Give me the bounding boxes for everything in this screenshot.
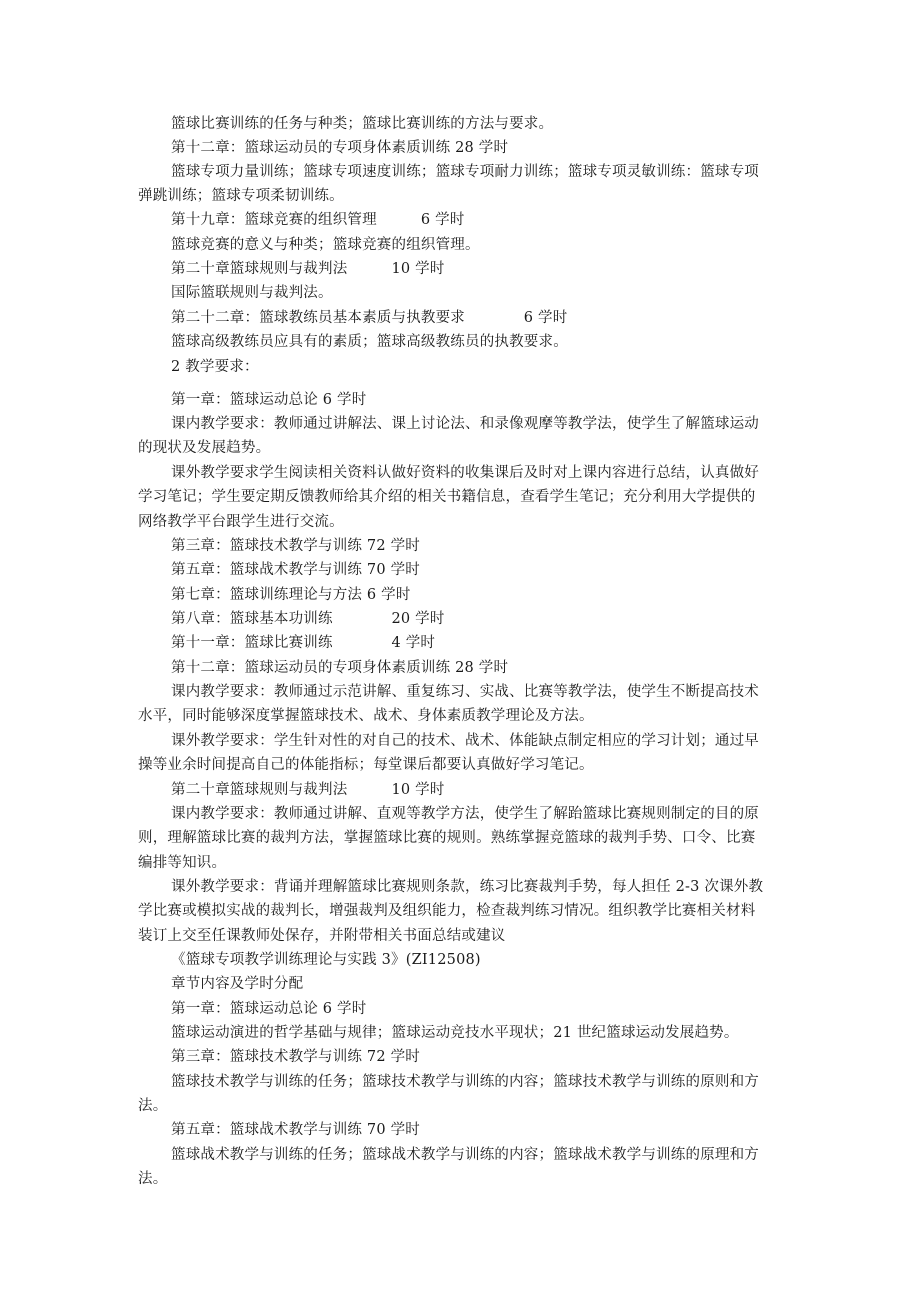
text-line: 的现状及发展趋势。 (138, 440, 271, 456)
text-line: 编排等知识。 (138, 855, 227, 871)
text-line: 水平，同时能够深度掌握篮球技术、战术、身体素质教学理论及方法。 (138, 708, 594, 724)
chapter-heading: 第二十章篮球规则与裁判法 10 学时 (171, 782, 445, 798)
text-line: 课内教学要求：教师通过讲解、直观等教学方法，使学生了解跆篮球比赛规则制定的目的原 (171, 806, 759, 822)
text-line: 课内教学要求：教师通过讲解法、课上讨论法、和录像观摩等教学法，使学生了解篮球运动 (171, 416, 759, 432)
chapter-heading: 第三章：篮球技术教学与训练 72 学时 (171, 1049, 420, 1065)
text-line: 法。 (138, 1098, 168, 1114)
chapter-heading: 第十一章：篮球比赛训练 4 学时 (171, 635, 436, 651)
text-line: 篮球高级教练员应具有的素质；篮球高级教练员的执教要求。 (171, 334, 568, 350)
text-line: 篮球比赛训练的任务与种类；篮球比赛训练的方法与要求。 (171, 116, 554, 132)
text-line: 装订上交至任课教师处保存，并附带相关书面总结或建议 (138, 928, 506, 944)
text-line: 篮球竞赛的意义与种类；篮球竞赛的组织管理。 (171, 237, 480, 253)
chapter-heading: 第一章：篮球运动总论 6 学时 (171, 1001, 367, 1017)
text-line: 学习笔记；学生要定期反馈教师给其介绍的相关书籍信息，查看学生笔记；充分利用大学提供的 (138, 489, 756, 505)
text-line: 课外教学要求学生阅读相关资料认做好资料的收集课后及时对上课内容进行总结，认真做好 (171, 465, 759, 481)
text-line: 篮球运动演进的哲学基础与规律；篮球运动竞技水平现状；21 世纪篮球运动发展趋势。 (171, 1025, 739, 1041)
chapter-heading: 第二十章篮球规则与裁判法 10 学时 (171, 261, 445, 277)
text-line: 篮球专项力量训练；篮球专项速度训练；篮球专项耐力训练；篮球专项灵敏训练：篮球专项 (171, 164, 759, 180)
course-title: 《篮球专项教学训练理论与实践 3》(ZI12508) (171, 952, 481, 968)
text-line: 法。 (138, 1171, 168, 1187)
chapter-heading: 第二十二章：篮球教练员基本素质与执教要求 6 学时 (171, 310, 568, 326)
chapter-heading: 第十二章：篮球运动员的专项身体素质训练 28 学时 (171, 140, 509, 156)
chapter-heading: 第三章：篮球技术教学与训练 72 学时 (171, 538, 420, 554)
section-heading: 章节内容及学时分配 (171, 976, 304, 992)
text-line: 国际篮联规则与裁判法。 (171, 285, 333, 301)
chapter-heading: 第十二章：篮球运动员的专项身体素质训练 28 学时 (171, 660, 509, 676)
text-line: 操等业余时间提高自己的体能指标；每堂课后都要认真做好学习笔记。 (138, 757, 594, 773)
chapter-heading: 第七章：篮球训练理论与方法 6 学时 (171, 587, 411, 603)
text-line: 篮球技术教学与训练的任务；篮球技术教学与训练的内容；篮球技术教学与训练的原则和方 (171, 1074, 759, 1090)
text-line: 则，理解篮球比赛的裁判方法，掌握篮球比赛的规则。熟练掌握竞篮球的裁判手势、口令、比赛 (138, 830, 756, 846)
text-line: 学比赛或模拟实战的裁判长，增强裁判及组织能力，检查裁判练习情况。组织教学比赛相关材料 (138, 903, 756, 919)
text-line: 课内教学要求：教师通过示范讲解、重复练习、实战、比赛等教学法，使学生不断提高技术 (171, 684, 759, 700)
chapter-heading: 第五章：篮球战术教学与训练 70 学时 (171, 562, 420, 578)
text-line: 弹跳训练；篮球专项柔韧训练。 (138, 188, 344, 204)
text-line: 网络教学平台跟学生进行交流。 (138, 514, 344, 530)
section-heading: 2 教学要求： (171, 359, 259, 375)
chapter-heading: 第五章：篮球战术教学与训练 70 学时 (171, 1122, 420, 1138)
text-line: 篮球战术教学与训练的任务；篮球战术教学与训练的内容；篮球战术教学与训练的原理和方 (171, 1147, 759, 1163)
chapter-heading: 第一章：篮球运动总论 6 学时 (171, 392, 367, 408)
text-line: 课外教学要求：学生针对性的对自己的技术、战术、体能缺点制定相应的学习计划；通过早 (171, 733, 759, 749)
text-line: 课外教学要求：背诵并理解篮球比赛规则条款，练习比赛裁判手势，每人担任 2-3 次课外教 (171, 879, 764, 895)
chapter-heading: 第八章：篮球基本功训练 20 学时 (171, 611, 445, 627)
chapter-heading: 第十九章：篮球竞赛的组织管理 6 学时 (171, 212, 465, 228)
